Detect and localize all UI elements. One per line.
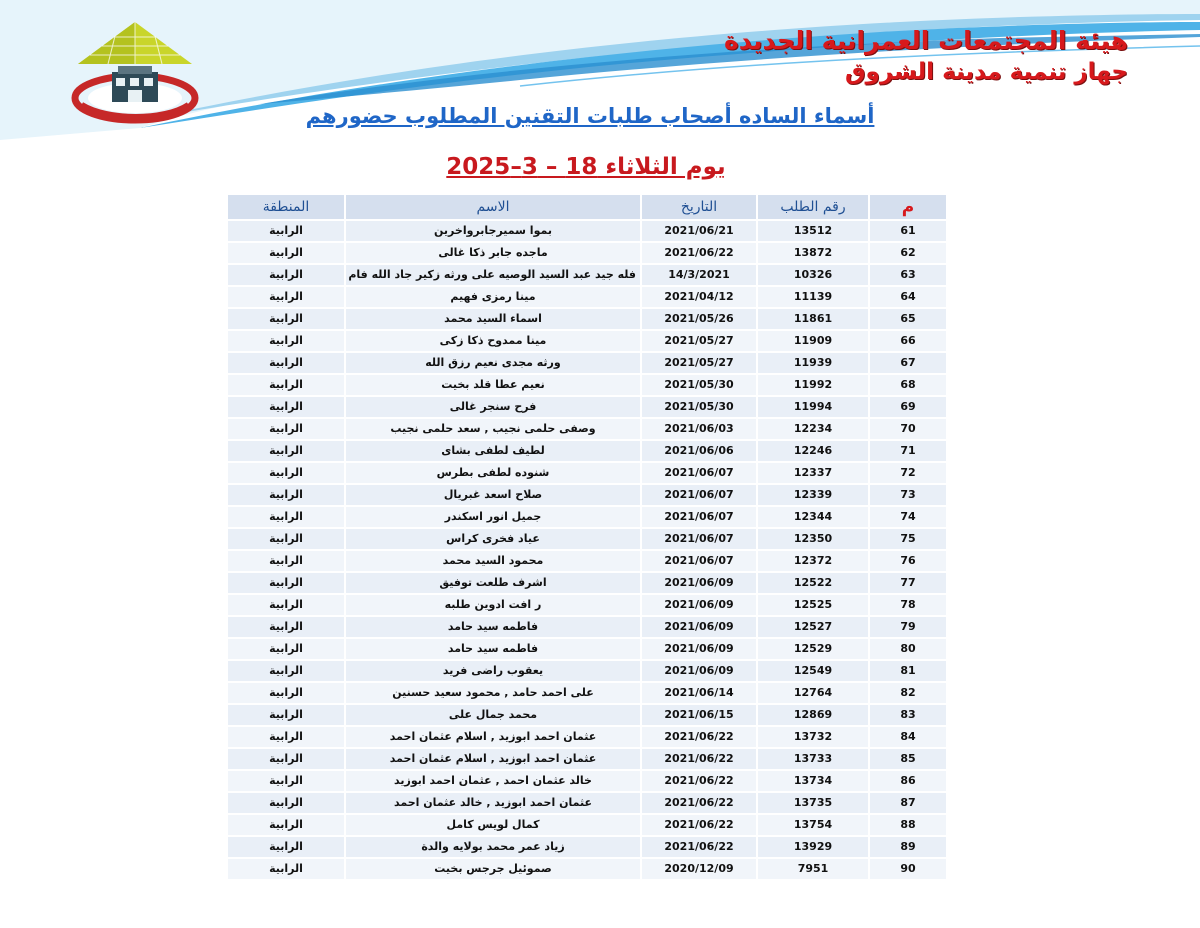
name-cell: صلاح اسعد غبريال bbox=[345, 484, 641, 506]
table-row bbox=[227, 506, 947, 528]
table-row bbox=[227, 286, 947, 308]
region-cell: الرابية bbox=[227, 264, 345, 286]
date-cell: 14/3/2021 bbox=[641, 264, 757, 286]
name-cell: مينا ممدوح ذكا زكى bbox=[345, 330, 641, 352]
region-cell: الرابية bbox=[227, 726, 345, 748]
column-header-region: المنطقة bbox=[227, 194, 345, 220]
request-id-cell: 11939 bbox=[757, 352, 869, 374]
row-number-cell: 68 bbox=[869, 374, 947, 396]
region-cell: الرابية bbox=[227, 682, 345, 704]
name-cell: عياد فخرى كراس bbox=[345, 528, 641, 550]
row-number-cell: 86 bbox=[869, 770, 947, 792]
request-id-cell: 11992 bbox=[757, 374, 869, 396]
request-id-cell: 12527 bbox=[757, 616, 869, 638]
region-cell: الرابية bbox=[227, 660, 345, 682]
region-cell: الرابية bbox=[227, 330, 345, 352]
name-cell: محمد جمال على bbox=[345, 704, 641, 726]
row-number-cell: 76 bbox=[869, 550, 947, 572]
name-cell: صموئيل جرجس بخيت bbox=[345, 858, 641, 880]
table-row bbox=[227, 616, 947, 638]
table-row bbox=[227, 792, 947, 814]
table-row bbox=[227, 528, 947, 550]
region-cell: الرابية bbox=[227, 858, 345, 880]
name-cell: ر افت ادوين طلبه bbox=[345, 594, 641, 616]
column-header-date: التاريخ bbox=[641, 194, 757, 220]
name-cell: اشرف طلعت توفيق bbox=[345, 572, 641, 594]
region-cell: الرابية bbox=[227, 440, 345, 462]
table-row bbox=[227, 550, 947, 572]
new-urban-communities-logo-icon bbox=[68, 18, 202, 124]
table-row bbox=[227, 682, 947, 704]
table-row bbox=[227, 484, 947, 506]
name-cell: يعقوب راضى فريد bbox=[345, 660, 641, 682]
date-cell: 2021/06/22 bbox=[641, 836, 757, 858]
row-number-cell: 81 bbox=[869, 660, 947, 682]
date-cell: 2021/06/06 bbox=[641, 440, 757, 462]
table-row bbox=[227, 704, 947, 726]
request-id-cell: 12869 bbox=[757, 704, 869, 726]
request-id-cell: 12344 bbox=[757, 506, 869, 528]
name-cell: عثمان احمد ابوزيد , اسلام عثمان احمد bbox=[345, 748, 641, 770]
date-cell: 2021/06/09 bbox=[641, 572, 757, 594]
row-number-cell: 80 bbox=[869, 638, 947, 660]
date-cell: 2021/06/09 bbox=[641, 616, 757, 638]
request-id-cell: 12234 bbox=[757, 418, 869, 440]
request-id-cell: 12339 bbox=[757, 484, 869, 506]
request-id-cell: 13929 bbox=[757, 836, 869, 858]
region-cell: الرابية bbox=[227, 242, 345, 264]
requests-table-container bbox=[226, 193, 946, 881]
column-header-num: م bbox=[869, 194, 947, 220]
date-cell: 2021/05/27 bbox=[641, 330, 757, 352]
table-row bbox=[227, 418, 947, 440]
date-cell: 2021/05/26 bbox=[641, 308, 757, 330]
name-cell: فاطمه سيد حامد bbox=[345, 616, 641, 638]
date-cell: 2021/06/22 bbox=[641, 792, 757, 814]
request-id-cell: 11139 bbox=[757, 286, 869, 308]
table-row bbox=[227, 264, 947, 286]
table-row bbox=[227, 330, 947, 352]
column-header-name: الاسم bbox=[345, 194, 641, 220]
table-row bbox=[227, 836, 947, 858]
name-cell: جميل انور اسكندر bbox=[345, 506, 641, 528]
region-cell: الرابية bbox=[227, 396, 345, 418]
date-cell: 2021/06/07 bbox=[641, 550, 757, 572]
request-id-cell: 12525 bbox=[757, 594, 869, 616]
table-row bbox=[227, 748, 947, 770]
date-cell: 2021/06/22 bbox=[641, 242, 757, 264]
name-cell: فاطمه سيد حامد bbox=[345, 638, 641, 660]
row-number-cell: 83 bbox=[869, 704, 947, 726]
row-number-cell: 89 bbox=[869, 836, 947, 858]
request-id-cell: 11994 bbox=[757, 396, 869, 418]
region-cell: الرابية bbox=[227, 594, 345, 616]
list-title: أسماء الساده أصحاب طلبات التقنين المطلوب حضورهم bbox=[305, 104, 875, 128]
row-number-cell: 71 bbox=[869, 440, 947, 462]
name-cell: مينا رمزى فهيم bbox=[345, 286, 641, 308]
name-cell: ماجده جابر ذكا غالى bbox=[345, 242, 641, 264]
table-row bbox=[227, 220, 947, 242]
table-row bbox=[227, 440, 947, 462]
row-number-cell: 67 bbox=[869, 352, 947, 374]
region-cell: الرابية bbox=[227, 638, 345, 660]
region-cell: الرابية bbox=[227, 220, 345, 242]
request-id-cell: 12337 bbox=[757, 462, 869, 484]
name-cell: زياد عمر محمد بولايه والدة bbox=[345, 836, 641, 858]
row-number-cell: 73 bbox=[869, 484, 947, 506]
table-row bbox=[227, 638, 947, 660]
date-cell: 2021/06/03 bbox=[641, 418, 757, 440]
date-cell: 2021/06/22 bbox=[641, 770, 757, 792]
row-number-cell: 66 bbox=[869, 330, 947, 352]
date-cell: 2021/06/22 bbox=[641, 748, 757, 770]
row-number-cell: 90 bbox=[869, 858, 947, 880]
region-cell: الرابية bbox=[227, 770, 345, 792]
request-id-cell: 11861 bbox=[757, 308, 869, 330]
request-id-cell: 13732 bbox=[757, 726, 869, 748]
name-cell: فله جيد عبد السيد الوصيه على ورثه زكير جاد الله فام bbox=[345, 264, 641, 286]
table-row bbox=[227, 594, 947, 616]
region-cell: الرابية bbox=[227, 572, 345, 594]
region-cell: الرابية bbox=[227, 836, 345, 858]
table-row bbox=[227, 352, 947, 374]
region-cell: الرابية bbox=[227, 286, 345, 308]
name-cell: عثمان احمد ابوزيد , اسلام عثمان احمد bbox=[345, 726, 641, 748]
row-number-cell: 72 bbox=[869, 462, 947, 484]
request-id-cell: 11909 bbox=[757, 330, 869, 352]
request-id-cell: 12350 bbox=[757, 528, 869, 550]
row-number-cell: 82 bbox=[869, 682, 947, 704]
request-id-cell: 10326 bbox=[757, 264, 869, 286]
name-cell: عثمان احمد ابوزيد , خالد عثمان احمد bbox=[345, 792, 641, 814]
date-cell: 2021/06/22 bbox=[641, 726, 757, 748]
row-number-cell: 77 bbox=[869, 572, 947, 594]
row-number-cell: 65 bbox=[869, 308, 947, 330]
date-cell: 2021/06/14 bbox=[641, 682, 757, 704]
row-number-cell: 75 bbox=[869, 528, 947, 550]
name-cell: وصفى حلمى نجيب , سعد حلمى نجيب bbox=[345, 418, 641, 440]
region-cell: الرابية bbox=[227, 374, 345, 396]
region-cell: الرابية bbox=[227, 814, 345, 836]
request-id-cell: 13754 bbox=[757, 814, 869, 836]
request-id-cell: 7951 bbox=[757, 858, 869, 880]
request-id-cell: 12522 bbox=[757, 572, 869, 594]
region-cell: الرابية bbox=[227, 550, 345, 572]
request-id-cell: 12372 bbox=[757, 550, 869, 572]
region-cell: الرابية bbox=[227, 528, 345, 550]
requests-table bbox=[226, 193, 948, 881]
row-number-cell: 74 bbox=[869, 506, 947, 528]
request-id-cell: 12549 bbox=[757, 660, 869, 682]
date-cell: 2021/06/07 bbox=[641, 484, 757, 506]
name-cell: محمود السيد محمد bbox=[345, 550, 641, 572]
organization-title: هيئة المجتمعات العمرانية الجديدة bbox=[723, 26, 1128, 55]
name-cell: بموا سميرجابرواخرين bbox=[345, 220, 641, 242]
region-cell: الرابية bbox=[227, 352, 345, 374]
name-cell: خالد عثمان احمد , عثمان احمد ابوزيد bbox=[345, 770, 641, 792]
date-cell: 2021/06/22 bbox=[641, 814, 757, 836]
table-row bbox=[227, 660, 947, 682]
name-cell: اسماء السيد محمد bbox=[345, 308, 641, 330]
request-id-cell: 13512 bbox=[757, 220, 869, 242]
row-number-cell: 64 bbox=[869, 286, 947, 308]
request-id-cell: 13872 bbox=[757, 242, 869, 264]
date-cell: 2021/06/21 bbox=[641, 220, 757, 242]
region-cell: الرابية bbox=[227, 792, 345, 814]
row-number-cell: 69 bbox=[869, 396, 947, 418]
date-cell: 2021/05/27 bbox=[641, 352, 757, 374]
date-cell: 2021/06/15 bbox=[641, 704, 757, 726]
table-row bbox=[227, 858, 947, 880]
date-cell: 2021/06/09 bbox=[641, 660, 757, 682]
region-cell: الرابية bbox=[227, 484, 345, 506]
row-number-cell: 88 bbox=[869, 814, 947, 836]
date-cell: 2021/06/09 bbox=[641, 594, 757, 616]
name-cell: كمال لويس كامل bbox=[345, 814, 641, 836]
name-cell: ورثه مجدى نعيم رزق الله bbox=[345, 352, 641, 374]
row-number-cell: 63 bbox=[869, 264, 947, 286]
region-cell: الرابية bbox=[227, 308, 345, 330]
region-cell: الرابية bbox=[227, 506, 345, 528]
request-id-cell: 13733 bbox=[757, 748, 869, 770]
name-cell: على احمد حامد , محمود سعيد حسنين bbox=[345, 682, 641, 704]
row-number-cell: 87 bbox=[869, 792, 947, 814]
table-header-row bbox=[227, 194, 947, 220]
date-cell: 2021/06/09 bbox=[641, 638, 757, 660]
row-number-cell: 85 bbox=[869, 748, 947, 770]
table-row bbox=[227, 374, 947, 396]
date-cell: 2021/05/30 bbox=[641, 374, 757, 396]
column-header-request-id: رقم الطلب bbox=[757, 194, 869, 220]
table-row bbox=[227, 814, 947, 836]
date-cell: 2020/12/09 bbox=[641, 858, 757, 880]
date-cell: 2021/05/30 bbox=[641, 396, 757, 418]
name-cell: لطيف لطفى بشاى bbox=[345, 440, 641, 462]
table-row bbox=[227, 572, 947, 594]
region-cell: الرابية bbox=[227, 462, 345, 484]
table-body bbox=[227, 220, 947, 880]
row-number-cell: 79 bbox=[869, 616, 947, 638]
name-cell: فرح سنجر غالى bbox=[345, 396, 641, 418]
table-row bbox=[227, 242, 947, 264]
request-id-cell: 12529 bbox=[757, 638, 869, 660]
request-id-cell: 13734 bbox=[757, 770, 869, 792]
table-row bbox=[227, 726, 947, 748]
table-row bbox=[227, 462, 947, 484]
request-id-cell: 12246 bbox=[757, 440, 869, 462]
row-number-cell: 78 bbox=[869, 594, 947, 616]
row-number-cell: 62 bbox=[869, 242, 947, 264]
row-number-cell: 61 bbox=[869, 220, 947, 242]
row-number-cell: 70 bbox=[869, 418, 947, 440]
table-row bbox=[227, 396, 947, 418]
request-id-cell: 12764 bbox=[757, 682, 869, 704]
table-row bbox=[227, 770, 947, 792]
session-date: يوم الثلاثاء 18 – 3–2025 bbox=[446, 154, 726, 180]
request-id-cell: 13735 bbox=[757, 792, 869, 814]
region-cell: الرابية bbox=[227, 748, 345, 770]
date-cell: 2021/06/07 bbox=[641, 506, 757, 528]
date-cell: 2021/06/07 bbox=[641, 462, 757, 484]
date-cell: 2021/04/12 bbox=[641, 286, 757, 308]
name-cell: شنوده لطفى بطرس bbox=[345, 462, 641, 484]
region-cell: الرابية bbox=[227, 418, 345, 440]
region-cell: الرابية bbox=[227, 704, 345, 726]
name-cell: نعيم عطا قلد بخيت bbox=[345, 374, 641, 396]
row-number-cell: 84 bbox=[869, 726, 947, 748]
table-row bbox=[227, 308, 947, 330]
date-cell: 2021/06/07 bbox=[641, 528, 757, 550]
region-cell: الرابية bbox=[227, 616, 345, 638]
organization-subtitle: جهاز تنمية مدينة الشروق bbox=[844, 59, 1128, 85]
